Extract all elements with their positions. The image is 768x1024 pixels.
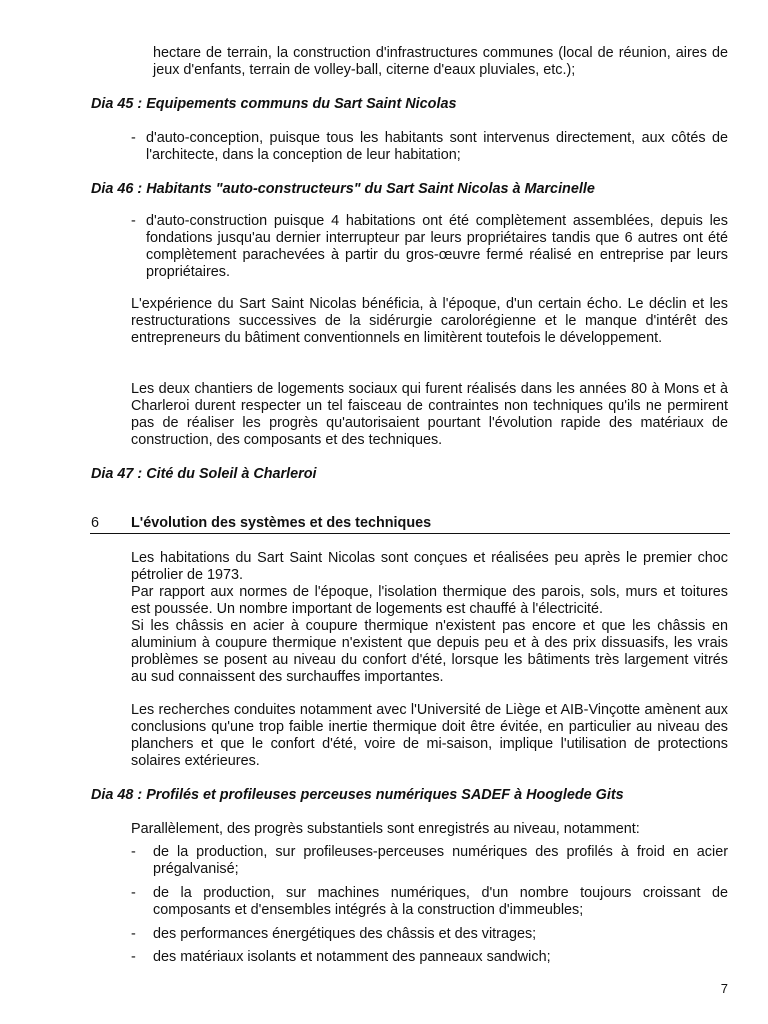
list-dash: - xyxy=(131,926,136,942)
list-item xyxy=(131,213,728,283)
list-item-text: des performances énergétiques des châssis et des vitrages; xyxy=(153,926,537,942)
dia-46-caption: Dia 46 : Habitants "auto-constructeurs" du Sart Saint Nicolas à Marcinelle xyxy=(91,181,595,197)
list-item xyxy=(131,949,728,967)
list-item xyxy=(131,926,728,944)
habitations-line-1: Les habitations du Sart Saint Nicolas sont conçues et réalisées peu après le premier choc pétrolier de 1973. xyxy=(131,550,728,583)
section-number: 6 xyxy=(91,515,100,531)
item-auto-construction-text: d'auto-construction puisque 4 habitations ont été complètement assemblées, depuis les fondations jusqu'au dernier interrupteur par leurs propriétaires tandis que 6 autres ont été complètement parachevées à partir du gros-œuvre fermé réalisé en entreprise par leurs propriétaires. xyxy=(146,213,728,280)
page-number: 7 xyxy=(720,981,728,996)
paragraph-parallelement: Parallèlement, des progrès substantiels sont enregistrés au niveau, notamment: xyxy=(131,821,640,837)
list-item-text: des matériaux isolants et notamment des panneaux sandwich; xyxy=(153,949,551,965)
section-rule xyxy=(90,533,730,534)
paragraph-chantiers: Les deux chantiers de logements sociaux qui furent réalisés dans les années 80 à Mons et à Charleroi durent respecter un tel faisceau de contraintes non techniques qu'ils ne permirent pas de réaliser les progrès qu'autorisaient pourtant l'évolution rapide des matériaux de construction, des composants et des techniques. xyxy=(131,381,728,448)
list-item xyxy=(131,844,728,880)
paragraph-habitations xyxy=(131,550,728,686)
list-item-text: de la production, sur machines numériques, d'un nombre toujours croissant de composants et d'ensembles intégrés à la construction d'immeubles; xyxy=(153,885,728,918)
list-dash: - xyxy=(131,844,136,860)
paragraph-recherches: Les recherches conduites notamment avec l'Université de Liège et AIB-Vinçotte amènent aux conclusions qu'une trop faible inertie thermique doit être évitée, en particulier au niveau des planchers et que le confort d'été, voire de mi-saison, implique l'utilisation de protections solaires extérieures. xyxy=(131,702,728,769)
list-item-text: de la production, sur profileuses-perceuses numériques des profilés à froid en acier prégalvanisé; xyxy=(153,844,728,877)
list-dash: - xyxy=(131,213,136,229)
list-dash: - xyxy=(131,130,136,146)
section-title: L'évolution des systèmes et des techniques xyxy=(131,515,432,531)
dia-47-caption: Dia 47 : Cité du Soleil à Charleroi xyxy=(91,466,317,482)
habitations-line-3: Si les châssis en acier à coupure thermique n'existent pas encore et que les châssis en aluminium à coupure thermique n'existent que depuis peu et à des prix dissuasifs, les vrais problèmes se posent au niveau du confort d'été, lorsque les bâtiments très largement vitrés au sud connaissent des surchauffes importantes. xyxy=(131,618,728,685)
list-dash: - xyxy=(131,885,136,901)
list-item xyxy=(131,885,728,921)
paragraph-experience: L'expérience du Sart Saint Nicolas bénéficia, à l'époque, d'un certain écho. Le déclin et les restructurations successives de la sidérurgie carolorégienne et le manque d'intérêt des entrepreneurs du bâtiment conventionnels en limitèrent toutefois le développement. xyxy=(131,296,728,346)
habitations-line-2: Par rapport aux normes de l'époque, l'isolation thermique des parois, sols, murs et toitures est poussée. Un nombre important de logements est chauffé à l'électricité. xyxy=(131,584,728,617)
list-item-text xyxy=(146,130,728,164)
list-item-text xyxy=(146,213,728,281)
list-dash: - xyxy=(131,949,136,965)
dia-48-caption: Dia 48 : Profilés et profileuses perceuses numériques SADEF à Hooglede Gits xyxy=(91,787,624,803)
top-continuation-text: hectare de terrain, la construction d'infrastructures communes (local de réunion, aires de jeux d'enfants, terrain de volley-ball, citerne d'eaux pluviales, etc.); xyxy=(153,45,728,78)
dia-45-caption: Dia 45 : Equipements communs du Sart Saint Nicolas xyxy=(91,96,457,112)
list-item xyxy=(131,130,728,166)
item-auto-conception-text: d'auto-conception, puisque tous les habitants sont intervenus directement, aux côtés de l'architecte, dans la conception de leur habitation; xyxy=(146,130,728,163)
